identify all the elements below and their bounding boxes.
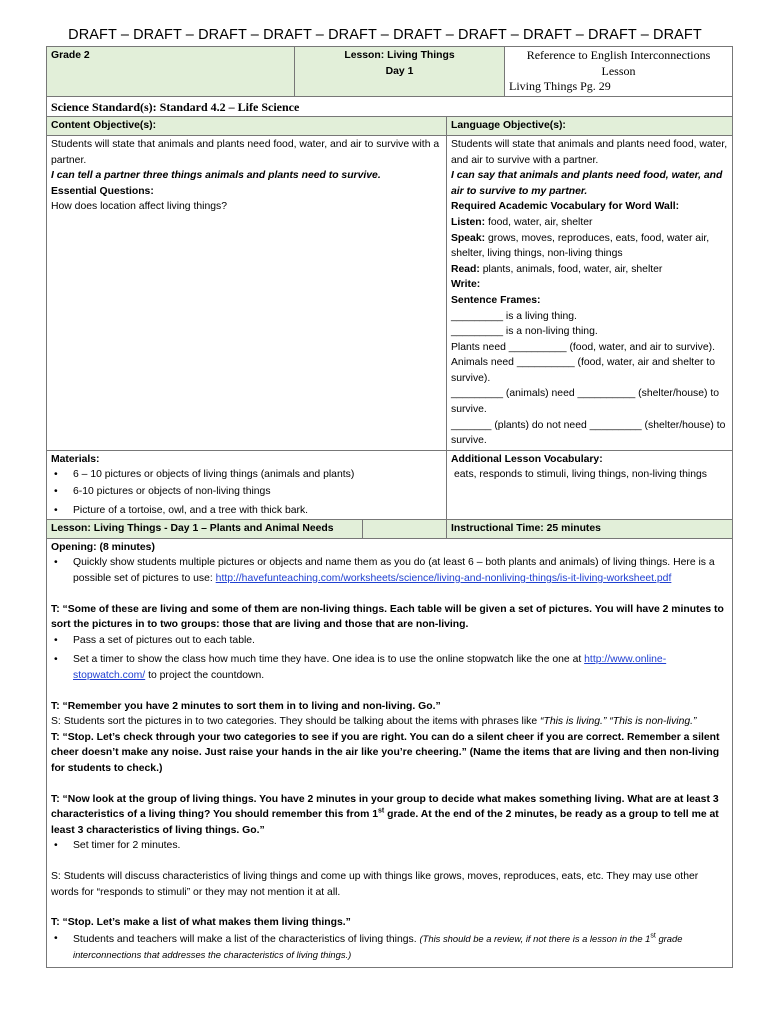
vocab-speak-label: Speak: [451,232,486,244]
lesson-bar-row [47,520,733,539]
language-objective-i-can: I can say that animals and plants need food, water, and air to survive to my partner. [451,170,723,197]
vocab-listen-words: food, water, air, shelter [485,216,593,228]
language-objective-heading: Language Objective(s): [447,117,733,136]
teacher-line-3: T: “Stop. Let’s check through your two categories to see if you are right. You can do a silent cheer if you are correct. Remember a silent cheer doesn’t make any noise. Just raise your hands in the air like you’re cheering.” (Name the items that are living and then non-living for students to check.) [51,731,720,774]
superscript: st [378,807,385,815]
sentence-frame: Plants need __________ (food, water, and air to survive). [451,341,715,353]
list-item: • Picture of a tortoise, owl, and a tree with thick bark. [51,503,442,519]
list-item: • Pass a set of pictures out to each table. [51,633,728,649]
list-item: • 6 – 10 pictures or objects of living things (animals and plants) [51,467,442,483]
lesson-title-cell [295,47,505,97]
bullet-text-after: to project the countdown. [145,669,265,681]
additional-vocab-text: eats, responds to stimuli, living things, non-living things [454,469,707,481]
additional-vocab-cell [447,450,733,519]
objectives-heading-row [47,117,733,136]
list-item: • 6-10 pictures or objects of non-living things [51,484,442,500]
lesson-title: Lesson: Living Things [344,50,455,61]
materials-cell [47,450,447,519]
reference-line-3: Living Things Pg. 29 [509,79,611,94]
bullet-text: Set a timer to show the class how much time they have. One idea is to use the online stopwatch like the one at [73,654,585,666]
vocab-read-words: plants, animals, food, water, air, shelter [479,263,663,275]
science-standard: Science Standard(s): Standard 4.2 – Life Science [47,96,733,117]
vocab-read-label: Read: [451,263,480,275]
student-line-1 [51,714,728,730]
reference-line-2: Lesson [601,63,636,78]
language-objective-cell [447,135,733,450]
content-objective-i-can: I can tell a partner three things animals and plants need to survive. [51,170,381,182]
reference-cell [505,47,733,97]
vocab-speak-words: grows, moves, reproduces, eats, food, water air, shelter, living things, non-living things [451,232,710,260]
sentence-frame: _________ is a non-living thing. [451,326,598,338]
lesson-body [47,538,733,967]
additional-vocab-heading: Additional Lesson Vocabulary: [451,453,603,465]
instructional-time: Instructional Time: 25 minutes [447,520,733,539]
vocab-listen-label: Listen: [451,216,486,228]
lesson-bar-spacer [363,520,447,539]
worksheet-link[interactable]: http://havefunteaching.com/worksheets/science/living-and-nonliving-things/is-it-living-worksheet.pdf [215,573,672,584]
vocabulary-heading: Required Academic Vocabulary for Word Wall: [451,201,680,213]
sentence-frame: _________ is a living thing. [451,310,577,322]
opening-list [51,555,728,586]
bullet-text: Quickly show students multiple pictures or objects and name them as you do (at least 6 – both plants and animals) of living things. Here is a possible set of pictures to use: [73,557,715,584]
vocab-write-label: Write: [451,279,481,291]
grade-cell [47,47,295,97]
content-objective-heading: Content Objective(s): [47,117,447,136]
teacher-steps-list [51,633,728,684]
bullet-text: Students and teachers will make a list of the characteristics of living things. [73,933,420,945]
draft-banner: DRAFT – DRAFT – DRAFT – DRAFT – DRAFT – DRAFT – DRAFT – DRAFT – DRAFT – DRAFT [68,27,702,43]
vocab-speak [451,231,728,262]
student-line-2: S: Students will discuss characteristics of living things and come up with things like grows, moves, reproduces, eats, etc. They may use other words for “responds to stimuli” or they may not mention it at all. [51,870,699,898]
student-quote: “This is living.” “This is non-living.” [540,716,697,728]
teacher-text-cont: grade. At the end of the 2 minutes, be ready as a group to tell me at least 3 characteristics of living things. Go.” [51,809,719,836]
list-item [51,931,728,964]
teacher-line-5: T: “Stop. Let’s make a list of what makes them living things.” [51,917,351,929]
review-note: (This should be a review, if not there is a lesson in the 1 [419,932,651,944]
list-item [51,652,728,683]
list-item [51,555,728,586]
essential-questions-text: How does location affect living things? [51,201,227,213]
timer-list [51,838,728,854]
opening-heading: Opening: (8 minutes) [51,541,155,553]
lesson-day: Day 1 [385,65,414,77]
vocab-read [451,262,728,278]
review-note-cont: grade interconnections that addresses the characteristics of living things.) [73,932,683,961]
sentence-frame: _______ (plants) do not need _________ (shelter/house) to survive. [451,419,726,447]
vocab-listen [451,215,728,231]
essential-questions-heading: Essential Questions: [51,185,154,197]
materials-list [51,467,442,518]
sentence-frames-label: Sentence Frames: [451,294,541,306]
objectives-row [47,135,733,450]
stopwatch-link[interactable]: http://www.online-stopwatch.com/ [73,654,667,681]
teacher-line-2: T: “Remember you have 2 minutes to sort them in to living and non-living. Go.” [51,700,441,712]
lesson-bar-title: Lesson: Living Things - Day 1 – Plants and Animal Needs [47,520,363,539]
sentence-frame: _________ (animals) need __________ (shelter/house) to survive. [451,388,720,416]
content-objective-text: Students will state that animals and plants need food, water, and air to survive with a partner. [51,138,440,166]
sentence-frame: Animals need __________ (food, water, air and shelter to survive). [451,357,715,384]
list-item: • Set timer for 2 minutes. [51,838,728,854]
materials-row [47,450,733,519]
superscript: st [650,932,656,940]
grade-label: Grade 2 [51,50,90,61]
materials-heading: Materials: [51,453,100,465]
standard-row [47,96,733,117]
lesson-body-row [47,538,733,967]
language-objective-text: Students will state that animals and plants need food, water, and air to survive with a partner. [451,138,728,166]
reference-line-1: Reference to English Interconnections [526,48,711,62]
header-row [47,47,733,97]
teacher-line-1: T: “Some of these are living and some of them are non-living things. Each table will be given a set of pictures. You will have 2 minutes to sort the pictures in to two groups: those that are living and those that are non-living. [51,603,724,631]
lesson-plan-table [46,46,733,968]
teacher-line-4 [51,792,728,839]
teacher-text: T: “Now look at the group of living things. You have 2 minutes in your group to decide what makes something living. What are at least 3 characteristics of a living thing? You should remember this from 1 [51,793,719,821]
student-text: S: Students sort the pictures in to two categories. They should be talking about the items with phrases like [51,716,541,728]
list-characteristics [51,931,728,964]
content-objective-cell [47,135,447,450]
